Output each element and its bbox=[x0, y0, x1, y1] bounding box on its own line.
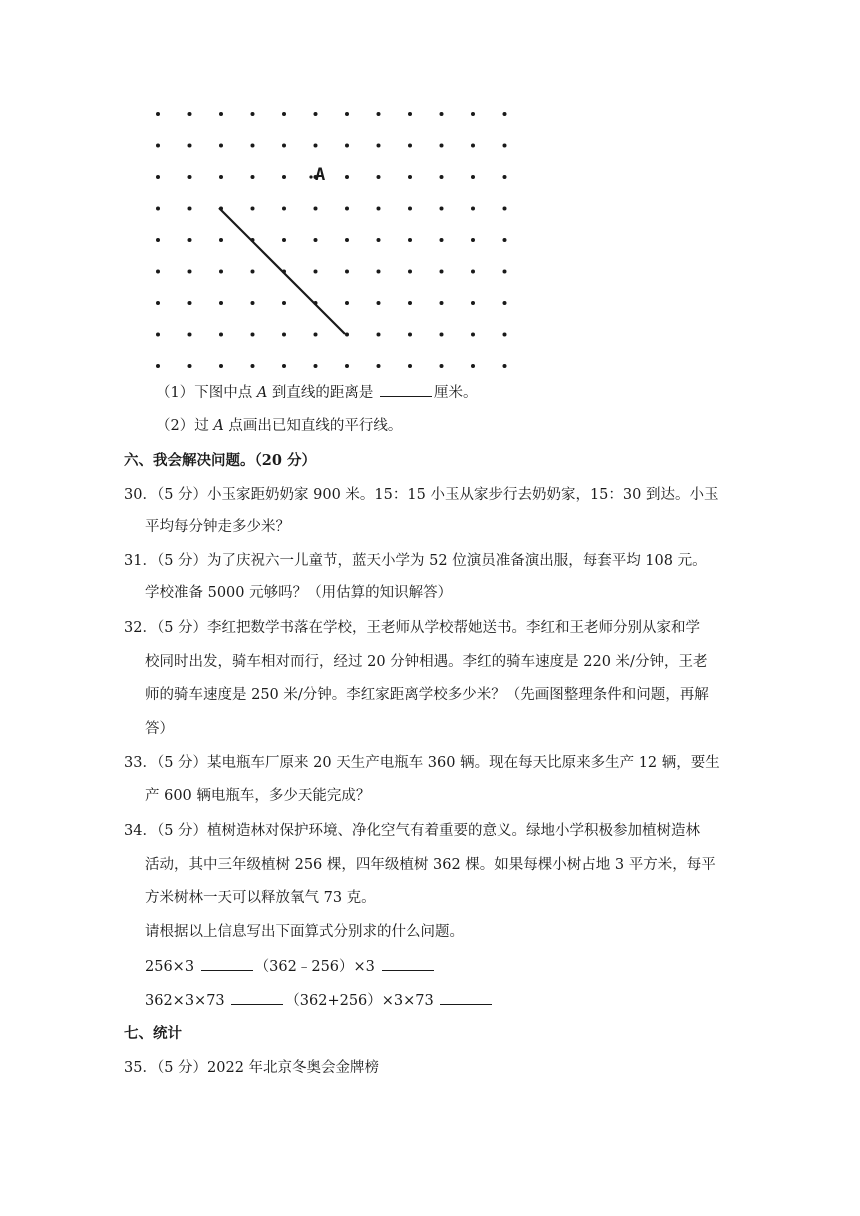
q31-line: 学校准备 5000 元够吗？（用估算的知识解答） bbox=[145, 585, 453, 601]
grid-dot bbox=[345, 270, 349, 274]
grid-dot bbox=[314, 333, 318, 337]
grid-dot bbox=[219, 144, 223, 148]
grid-dot bbox=[408, 144, 412, 148]
grid-dot bbox=[188, 301, 192, 305]
grid-dot bbox=[314, 270, 318, 274]
q33-line: 产 600 辆电瓶车，多少天能完成？ bbox=[145, 788, 371, 804]
grid-dot bbox=[440, 175, 444, 179]
grid-dot bbox=[219, 301, 223, 305]
grid-dot bbox=[345, 175, 349, 179]
grid-dot bbox=[471, 238, 475, 242]
grid-dot bbox=[188, 112, 192, 116]
grid-dot bbox=[282, 175, 286, 179]
grid-dot bbox=[251, 270, 255, 274]
grid-dot bbox=[377, 144, 381, 148]
q34-line: 请根据以上信息写出下面算式分别求的什么问题。 bbox=[145, 924, 464, 940]
grid-dot bbox=[503, 112, 507, 116]
grid-dot bbox=[251, 144, 255, 148]
grid-dot bbox=[503, 301, 507, 305]
grid-dot bbox=[251, 333, 255, 337]
var-a: A bbox=[213, 418, 224, 434]
grid-dot bbox=[156, 144, 160, 148]
expression: 256×3 bbox=[145, 959, 195, 975]
section-heading: 六、我会解决问题。（20 分） bbox=[124, 452, 316, 469]
grid-dot bbox=[471, 144, 475, 148]
grid-dot bbox=[408, 333, 412, 337]
grid-dot bbox=[503, 238, 507, 242]
grid-dot bbox=[156, 112, 160, 116]
grid-dot bbox=[314, 144, 318, 148]
grid-dot bbox=[219, 238, 223, 242]
grid-dot bbox=[408, 207, 412, 211]
point-a-dot bbox=[309, 175, 312, 178]
grid-dot bbox=[377, 270, 381, 274]
q32-line: 答） bbox=[145, 721, 174, 737]
q34-expression-row bbox=[145, 990, 494, 1011]
expression: （362+256）×3×73 bbox=[285, 993, 434, 1009]
grid-dot bbox=[219, 270, 223, 274]
q31-line: 31．（5 分）为了庆祝六一儿童节，蓝天小学为 52 位演员准备演出服，每套平均 108 元。 bbox=[124, 553, 707, 569]
grid-dot bbox=[345, 112, 349, 116]
q35-line: 35．（5 分）2022 年北京冬奥会金牌榜 bbox=[124, 1060, 380, 1076]
q32-line: 校同时出发，骑车相对而行，经过 20 分钟相遇。李红的骑车速度是 220 米/分钟，王老 bbox=[145, 654, 708, 670]
grid-dot bbox=[282, 207, 286, 211]
grid-dot bbox=[440, 333, 444, 337]
grid-dot bbox=[282, 364, 286, 368]
grid-dot bbox=[503, 207, 507, 211]
grid-dot bbox=[345, 144, 349, 148]
grid-dot bbox=[408, 112, 412, 116]
grid-dot bbox=[471, 207, 475, 211]
grid-dot bbox=[503, 175, 507, 179]
grid-dot bbox=[188, 364, 192, 368]
var-a: A bbox=[256, 385, 268, 401]
q29-sub2: （2）过 A 点画出已知直线的平行线。 bbox=[156, 418, 403, 434]
grid-dot bbox=[188, 144, 192, 148]
grid-dot bbox=[314, 238, 318, 242]
grid-dot bbox=[503, 364, 507, 368]
grid-dot bbox=[188, 238, 192, 242]
grid-dot bbox=[377, 112, 381, 116]
grid-dot bbox=[440, 238, 444, 242]
grid-dot bbox=[156, 238, 160, 242]
grid-dot bbox=[377, 207, 381, 211]
grid-dot bbox=[219, 333, 223, 337]
grid-dot bbox=[408, 364, 412, 368]
grid-dot bbox=[188, 270, 192, 274]
grid-dot bbox=[188, 175, 192, 179]
expression: （362﹣256）×3 bbox=[254, 959, 375, 975]
grid-dot bbox=[219, 364, 223, 368]
q29-sub1: （1）下图中点 A 到直线的距离是 厘米。 bbox=[156, 382, 478, 403]
grid-dot bbox=[408, 270, 412, 274]
grid-dot bbox=[377, 301, 381, 305]
expression: 362×3×73 bbox=[145, 993, 225, 1009]
grid-dot bbox=[188, 207, 192, 211]
grid-dot bbox=[188, 333, 192, 337]
grid-dot bbox=[408, 301, 412, 305]
answer-blank[interactable] bbox=[201, 956, 253, 971]
grid-dot bbox=[440, 207, 444, 211]
answer-blank[interactable] bbox=[231, 990, 283, 1005]
answer-blank[interactable] bbox=[382, 956, 434, 971]
q30-line: 30．（5 分）小玉家距奶奶家 900 米。15：15 小玉从家步行去奶奶家，15：30 到达。小玉 bbox=[124, 487, 719, 503]
q34-expression-row bbox=[145, 956, 436, 977]
grid-dot bbox=[345, 238, 349, 242]
grid-dot bbox=[156, 175, 160, 179]
q34-line: 活动，其中三年级植树 256 棵，四年级植树 362 棵。如果每棵小树占地 3 平方米，每平 bbox=[145, 857, 716, 873]
grid-dot bbox=[251, 207, 255, 211]
grid-dot bbox=[251, 301, 255, 305]
q32-line: 师的骑车速度是 250 米/分钟。李红家距离学校多少米？（先画图整理条件和问题，再解 bbox=[145, 687, 709, 703]
grid-dot bbox=[345, 301, 349, 305]
grid-dot bbox=[156, 364, 160, 368]
q32-line: 32．（5 分）李红把数学书落在学校，王老师从学校帮她送书。李红和王老师分别从家和学 bbox=[124, 620, 701, 636]
grid-dot bbox=[471, 301, 475, 305]
grid-dot bbox=[377, 364, 381, 368]
grid-dot bbox=[219, 175, 223, 179]
grid-dot bbox=[282, 333, 286, 337]
grid-dot bbox=[314, 364, 318, 368]
q34-line: 方米树林一天可以释放氧气 73 克。 bbox=[145, 890, 376, 906]
q30-line: 平均每分钟走多少米？ bbox=[145, 519, 290, 535]
grid-dot bbox=[440, 144, 444, 148]
grid-dot bbox=[251, 364, 255, 368]
section-heading: 七、统计 bbox=[124, 1025, 182, 1042]
grid-dot bbox=[440, 364, 444, 368]
grid-dot bbox=[503, 270, 507, 274]
grid-dot bbox=[503, 144, 507, 148]
grid-dot bbox=[156, 333, 160, 337]
point-a-label: A bbox=[315, 165, 326, 185]
dot-grid-figure bbox=[147, 106, 510, 372]
grid-dot bbox=[377, 175, 381, 179]
grid-dot bbox=[345, 207, 349, 211]
grid-dot bbox=[345, 364, 349, 368]
grid-dot bbox=[282, 144, 286, 148]
grid-dot bbox=[471, 364, 475, 368]
grid-dot bbox=[314, 112, 318, 116]
grid-dot bbox=[282, 301, 286, 305]
given-line bbox=[219, 208, 345, 334]
grid-dot bbox=[156, 207, 160, 211]
grid-dot bbox=[156, 270, 160, 274]
answer-blank[interactable] bbox=[380, 382, 432, 397]
grid-dot bbox=[156, 301, 160, 305]
grid-dot bbox=[471, 270, 475, 274]
grid-dot bbox=[282, 238, 286, 242]
grid-dot bbox=[251, 112, 255, 116]
grid-dot bbox=[471, 175, 475, 179]
grid-dot bbox=[408, 175, 412, 179]
grid-dot bbox=[440, 270, 444, 274]
q34-line: 34．（5 分）植树造林对保护环境、净化空气有着重要的意义。绿地小学积极参加植树造林 bbox=[124, 823, 701, 839]
grid-dot bbox=[377, 238, 381, 242]
grid-dot bbox=[314, 207, 318, 211]
answer-blank[interactable] bbox=[440, 990, 492, 1005]
grid-dot bbox=[219, 112, 223, 116]
grid-dot bbox=[282, 112, 286, 116]
grid-dot bbox=[471, 333, 475, 337]
grid-dot bbox=[408, 238, 412, 242]
grid-dot bbox=[440, 301, 444, 305]
grid-dot bbox=[440, 112, 444, 116]
grid-dot bbox=[503, 333, 507, 337]
grid-dot bbox=[377, 333, 381, 337]
q33-line: 33．（5 分）某电瓶车厂原来 20 天生产电瓶车 360 辆。现在每天比原来多生产 12 辆，要生 bbox=[124, 755, 720, 771]
grid-dot bbox=[471, 112, 475, 116]
grid-dot bbox=[251, 175, 255, 179]
